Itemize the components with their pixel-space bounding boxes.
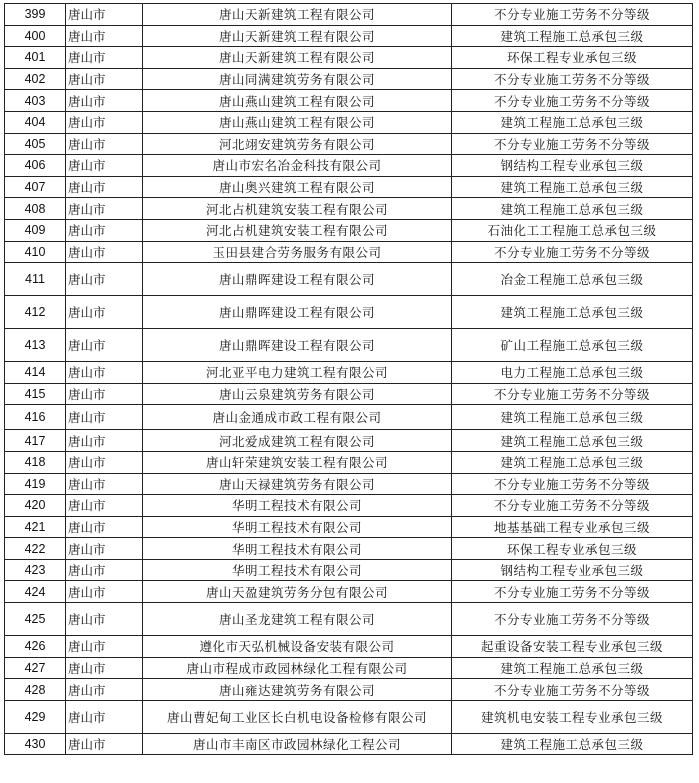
city-cell: 唐山市 (66, 133, 143, 155)
table-row (5, 495, 693, 517)
qualification-cell: 建筑工程施工总承包三级 (452, 25, 693, 47)
city-cell: 唐山市 (66, 4, 143, 26)
company-name-cell: 唐山天新建筑工程有限公司 (143, 47, 452, 69)
qualification-cell: 不分专业施工劳务不分等级 (452, 241, 693, 263)
city-cell: 唐山市 (66, 241, 143, 263)
company-name-cell: 唐山轩荣建筑安装工程有限公司 (143, 451, 452, 473)
qualification-cell: 建筑工程施工总承包三级 (452, 111, 693, 133)
row-number: 405 (5, 133, 66, 155)
company-name-cell: 唐山市程成市政园林绿化工程有限公司 (143, 657, 452, 679)
company-name-cell: 唐山天新建筑工程有限公司 (143, 4, 452, 26)
qualification-cell: 起重设备安装工程专业承包三级 (452, 636, 693, 658)
company-name-cell: 华明工程技术有限公司 (143, 538, 452, 560)
qualification-cell: 建筑工程施工总承包三级 (452, 176, 693, 198)
company-name-cell: 河北翊安建筑劳务有限公司 (143, 133, 452, 155)
row-number: 401 (5, 47, 66, 69)
table-row (5, 68, 693, 90)
table-row (5, 47, 693, 69)
qualification-cell: 建筑工程施工总承包三级 (452, 657, 693, 679)
company-name-cell: 玉田县建合劳务服务有限公司 (143, 241, 452, 263)
table-row (5, 362, 693, 384)
company-name-cell: 河北爱成建筑工程有限公司 (143, 430, 452, 452)
company-name-cell: 唐山燕山建筑工程有限公司 (143, 90, 452, 112)
row-number: 424 (5, 581, 66, 603)
company-name-cell: 唐山市宏名冶金科技有限公司 (143, 155, 452, 177)
city-cell: 唐山市 (66, 516, 143, 538)
row-number: 399 (5, 4, 66, 26)
city-cell: 唐山市 (66, 679, 143, 701)
city-cell: 唐山市 (66, 405, 143, 430)
row-number: 410 (5, 241, 66, 263)
city-cell: 唐山市 (66, 296, 143, 329)
company-name-cell: 唐山天禄建筑劳务有限公司 (143, 473, 452, 495)
company-name-cell: 河北亚平电力建筑工程有限公司 (143, 362, 452, 384)
company-name-cell: 唐山雍达建筑劳务有限公司 (143, 679, 452, 701)
city-cell: 唐山市 (66, 111, 143, 133)
row-number: 408 (5, 198, 66, 220)
city-cell: 唐山市 (66, 198, 143, 220)
company-name-cell: 唐山圣龙建筑工程有限公司 (143, 603, 452, 636)
qualification-cell: 建筑工程施工总承包三级 (452, 405, 693, 430)
row-number: 407 (5, 176, 66, 198)
table-row (5, 559, 693, 581)
company-name-cell: 遵化市天弘机械设备安装有限公司 (143, 636, 452, 658)
qualification-cell: 不分专业施工劳务不分等级 (452, 90, 693, 112)
city-cell: 唐山市 (66, 451, 143, 473)
row-number: 419 (5, 473, 66, 495)
table-row (5, 263, 693, 296)
table-row (5, 451, 693, 473)
row-number: 420 (5, 495, 66, 517)
table-row (5, 538, 693, 560)
qualification-cell: 矿山工程施工总承包三级 (452, 329, 693, 362)
qualification-cell: 不分专业施工劳务不分等级 (452, 68, 693, 90)
table-row (5, 198, 693, 220)
company-name-cell: 唐山燕山建筑工程有限公司 (143, 111, 452, 133)
city-cell: 唐山市 (66, 362, 143, 384)
qualification-cell: 建筑工程施工总承包三级 (452, 733, 693, 755)
city-cell: 唐山市 (66, 657, 143, 679)
row-number: 427 (5, 657, 66, 679)
row-number: 400 (5, 25, 66, 47)
row-number: 429 (5, 700, 66, 733)
company-name-cell: 华明工程技术有限公司 (143, 559, 452, 581)
company-name-cell: 唐山同满建筑劳务有限公司 (143, 68, 452, 90)
table-row (5, 329, 693, 362)
qualification-cell: 环保工程专业承包三级 (452, 538, 693, 560)
table-row (5, 25, 693, 47)
table-row (5, 296, 693, 329)
company-name-cell: 唐山鼎晖建设工程有限公司 (143, 296, 452, 329)
city-cell: 唐山市 (66, 383, 143, 405)
city-cell: 唐山市 (66, 559, 143, 581)
company-name-cell: 唐山云泉建筑劳务有限公司 (143, 383, 452, 405)
qualification-cell: 石油化工工程施工总承包三级 (452, 219, 693, 241)
row-number: 422 (5, 538, 66, 560)
row-number: 409 (5, 219, 66, 241)
city-cell: 唐山市 (66, 430, 143, 452)
city-cell: 唐山市 (66, 47, 143, 69)
table-row (5, 90, 693, 112)
table-row (5, 219, 693, 241)
row-number: 414 (5, 362, 66, 384)
city-cell: 唐山市 (66, 733, 143, 755)
city-cell: 唐山市 (66, 700, 143, 733)
table-row (5, 657, 693, 679)
qualification-cell: 地基基础工程专业承包三级 (452, 516, 693, 538)
city-cell: 唐山市 (66, 155, 143, 177)
row-number: 421 (5, 516, 66, 538)
row-number: 411 (5, 263, 66, 296)
city-cell: 唐山市 (66, 90, 143, 112)
city-cell: 唐山市 (66, 219, 143, 241)
qualification-cell: 不分专业施工劳务不分等级 (452, 473, 693, 495)
table-row (5, 733, 693, 755)
table-row (5, 516, 693, 538)
city-cell: 唐山市 (66, 263, 143, 296)
table-row (5, 383, 693, 405)
table-row (5, 473, 693, 495)
table-row (5, 603, 693, 636)
city-cell: 唐山市 (66, 473, 143, 495)
company-name-cell: 唐山市丰南区市政园林绿化工程公司 (143, 733, 452, 755)
qualification-cell: 建筑工程施工总承包三级 (452, 430, 693, 452)
company-name-cell: 唐山奥兴建筑工程有限公司 (143, 176, 452, 198)
qualification-table (4, 3, 693, 755)
row-number: 403 (5, 90, 66, 112)
company-name-cell: 唐山鼎晖建设工程有限公司 (143, 329, 452, 362)
row-number: 417 (5, 430, 66, 452)
row-number: 425 (5, 603, 66, 636)
row-number: 423 (5, 559, 66, 581)
table-row (5, 636, 693, 658)
city-cell: 唐山市 (66, 603, 143, 636)
city-cell: 唐山市 (66, 25, 143, 47)
qualification-cell: 冶金工程施工总承包三级 (452, 263, 693, 296)
qualification-table-container (4, 3, 693, 755)
qualification-cell: 钢结构工程专业承包三级 (452, 155, 693, 177)
company-name-cell: 唐山曹妃甸工业区长白机电设备检修有限公司 (143, 700, 452, 733)
row-number: 413 (5, 329, 66, 362)
city-cell: 唐山市 (66, 636, 143, 658)
table-row (5, 700, 693, 733)
qualification-cell: 建筑工程施工总承包三级 (452, 296, 693, 329)
city-cell: 唐山市 (66, 538, 143, 560)
city-cell: 唐山市 (66, 176, 143, 198)
qualification-cell: 电力工程施工总承包三级 (452, 362, 693, 384)
row-number: 415 (5, 383, 66, 405)
qualification-cell: 不分专业施工劳务不分等级 (452, 603, 693, 636)
row-number: 418 (5, 451, 66, 473)
city-cell: 唐山市 (66, 495, 143, 517)
table-row (5, 155, 693, 177)
table-row (5, 176, 693, 198)
company-name-cell: 华明工程技术有限公司 (143, 516, 452, 538)
qualification-cell: 建筑工程施工总承包三级 (452, 451, 693, 473)
company-name-cell: 唐山鼎晖建设工程有限公司 (143, 263, 452, 296)
company-name-cell: 唐山天盈建筑劳务分包有限公司 (143, 581, 452, 603)
row-number: 406 (5, 155, 66, 177)
table-body (5, 4, 693, 755)
qualification-cell: 建筑机电安装工程专业承包三级 (452, 700, 693, 733)
table-row (5, 241, 693, 263)
city-cell: 唐山市 (66, 68, 143, 90)
qualification-cell: 不分专业施工劳务不分等级 (452, 4, 693, 26)
row-number: 430 (5, 733, 66, 755)
row-number: 402 (5, 68, 66, 90)
row-number: 426 (5, 636, 66, 658)
company-name-cell: 华明工程技术有限公司 (143, 495, 452, 517)
city-cell: 唐山市 (66, 329, 143, 362)
qualification-cell: 钢结构工程专业承包三级 (452, 559, 693, 581)
qualification-cell: 不分专业施工劳务不分等级 (452, 133, 693, 155)
company-name-cell: 唐山天新建筑工程有限公司 (143, 25, 452, 47)
row-number: 412 (5, 296, 66, 329)
company-name-cell: 唐山金通成市政工程有限公司 (143, 405, 452, 430)
table-row (5, 430, 693, 452)
qualification-cell: 不分专业施工劳务不分等级 (452, 495, 693, 517)
table-row (5, 405, 693, 430)
table-row (5, 581, 693, 603)
table-row (5, 111, 693, 133)
row-number: 428 (5, 679, 66, 701)
table-row (5, 133, 693, 155)
company-name-cell: 河北占机建筑安装工程有限公司 (143, 198, 452, 220)
qualification-cell: 不分专业施工劳务不分等级 (452, 581, 693, 603)
row-number: 404 (5, 111, 66, 133)
qualification-cell: 不分专业施工劳务不分等级 (452, 679, 693, 701)
qualification-cell: 建筑工程施工总承包三级 (452, 198, 693, 220)
city-cell: 唐山市 (66, 581, 143, 603)
row-number: 416 (5, 405, 66, 430)
qualification-cell: 环保工程专业承包三级 (452, 47, 693, 69)
company-name-cell: 河北占机建筑安装工程有限公司 (143, 219, 452, 241)
qualification-cell: 不分专业施工劳务不分等级 (452, 383, 693, 405)
table-row (5, 679, 693, 701)
table-row (5, 4, 693, 26)
